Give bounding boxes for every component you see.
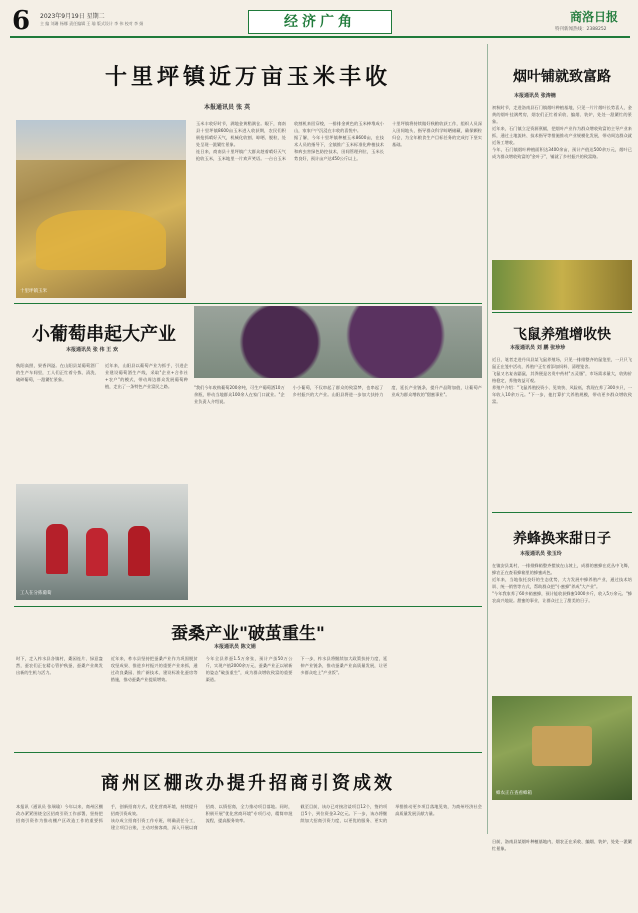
corn-photo-caption: 十里坪镇玉米 bbox=[20, 289, 47, 294]
article-tobacco-para: 初秋时节，走进洛南县石门镇烟叶种植基地，只见一片片烟叶长势喜人，金黄的烟叶挂满烤房，烟农们正忙着采收、编烟、装炉，处处一派繁忙的景象。 bbox=[492, 105, 632, 124]
squirrel-top-rule bbox=[492, 312, 632, 313]
factory-photo bbox=[16, 484, 188, 600]
page-number: 6 bbox=[12, 6, 31, 36]
article-tobacco bbox=[492, 44, 632, 309]
article-corn-para: 玉米丰收好时节，满地金黄稻满仓。眼下，商南县十里坪镇8600亩玉米进入收获期，农民们积极抢抓晴好天气，机械化收割、晾晒、脱粒，处处呈现一派繁忙景象。 bbox=[196, 121, 286, 147]
article-grape-byline: 本报通讯员 张 伟 王 欢 bbox=[66, 347, 118, 353]
hotline: 特刊新闻热线：2388252 bbox=[555, 27, 607, 32]
article-squirrel bbox=[492, 316, 632, 516]
section-label bbox=[248, 10, 392, 34]
footer-caption: 日前，洛南县某烟叶种植基地内，烟农正在采收、编烟、装炉，处处一派繁忙景象。 bbox=[492, 839, 632, 851]
article-squirrel-byline: 本报通讯员 刘 鹏 张珍珍 bbox=[510, 345, 566, 351]
article-shangzhou-para: 本报讯（通讯员 张瑞瑜）今年以来，商州区棚改办紧紧围绕全区招商引资工作部署，坚持把招商引资作为推动棚户区改造工作的重要抓手，创新招商方式，优化营商环境，持续提升招商引资成效。 bbox=[16, 804, 198, 823]
article-silk-para: 时下，走入柞水县各镇村，桑园连片、绿意盎然，蚕农们正在精心管护秋蚕，蚕桑产业焕发出新的生机与活力。 bbox=[16, 656, 103, 675]
corn-photo bbox=[16, 120, 186, 298]
article-grape-para: 秋阳高照，果香四溢。在山阳县某葡萄酒厂的生产车间里，工人们正忙着分拣、清洗、破碎葡萄，一派繁忙景象。 bbox=[16, 363, 99, 382]
article-corn-para: 据了解，今年十里坪镇种植玉米8600亩，在技术人员的指导下，全镇推广玉米标准化种植技术和病虫害绿色防控技术，田间管理到位，玉米长势良好，预计亩产达450公斤以上。 bbox=[294, 135, 384, 161]
article-corn-title: 十里坪镇近万亩玉米丰收 bbox=[104, 65, 391, 90]
article-squirrel-para: 近日，笔者走进丹凤县某飞鼠养殖场，只见一排排整齐的鼠笼里，一只只飞鼠正在笼中活动，养殖户正忙着添加饲料、清理笼舍。 bbox=[492, 357, 632, 369]
article-tobacco-title: 烟叶铺就致富路 bbox=[513, 69, 611, 85]
bees-photo-caption: 蜂农正在查看蜂箱 bbox=[496, 791, 532, 796]
silk-top-rule bbox=[14, 606, 482, 607]
article-bees bbox=[492, 516, 632, 834]
article-grape-para: "我们今年收购葡萄200余吨，可生产葡萄酒10万余瓶，带动当地群众100余人在家门口就业。"企业负责人介绍说。 bbox=[194, 385, 285, 404]
newspaper-logo: 商洛日报 bbox=[570, 10, 619, 24]
article-bees-body bbox=[492, 562, 632, 690]
column-divider bbox=[487, 44, 488, 834]
article-silk-byline: 本报通讯员 陈文娟 bbox=[214, 644, 256, 650]
article-corn-byline: 本报通讯员 张 英 bbox=[204, 104, 251, 111]
article-silk bbox=[14, 609, 482, 749]
article-corn-body bbox=[196, 120, 482, 298]
bees-photo bbox=[492, 696, 632, 800]
section-title: 经济广角 bbox=[284, 14, 356, 30]
article-shangzhou-para: 截至目前，该办已对接洽谈项目12个，签约项目5个，到位资金3.2亿元。下一步，该办将继续加大招商引资力度，以更优的服务、更实的举措推动更多项目落地见效，为商州经济社会高质量发展贡献力量。 bbox=[300, 804, 482, 823]
article-bees-para: 近年来，当地依托良好的生态优势，大力发展中蜂养殖产业，通过技术培训、统一销售等方式，帮助群众把"小蜜蜂"养成"大产业"。 bbox=[492, 577, 632, 589]
article-tobacco-para: 近年来，石门镇立足资源禀赋，把烟叶产业作为群众增收致富的主导产业来抓，通过土地流转、技术指导等措施推动产业规模化发展，带动周边群众就近务工增收。 bbox=[492, 126, 632, 145]
article-grape-body-left bbox=[16, 362, 188, 480]
article-bees-byline: 本报通讯员 张玉玲 bbox=[520, 551, 562, 557]
article-shangzhou-para: 该办成立招商引资工作专班，明确责任分工，建立项目台账，主动对接客商，深入开展以商招商、以情招商，全力推动项目落地。同时，积极开展"优化营商环境"专项行动，精简审批流程，提高服务效率。 bbox=[110, 804, 293, 830]
article-shangzhou-body bbox=[16, 803, 482, 903]
article-silk-para: 今年全县养蚕1.5万余张，预计产茧50万公斤，实现产值2000余万元，蚕桑产业正以崭新的姿态"破茧重生"，成为群众增收致富的重要渠道。 bbox=[205, 656, 293, 682]
issue-date: 2023年9月19日 星期二 bbox=[40, 13, 105, 20]
article-corn-harvest bbox=[14, 42, 482, 297]
article-grape bbox=[14, 306, 482, 606]
article-silk-title: 蚕桑产业"破茧重生" bbox=[171, 624, 325, 644]
article-shangzhou bbox=[14, 755, 482, 905]
article-silk-para: 近年来，柞水县坚持把蚕桑产业作为巩固脱贫攻坚成果、推进乡村振兴的重要产业来抓，通过改良桑园、推广新技术、建设标准化蚕房等措施，推动蚕桑产业提质增效。 bbox=[110, 656, 198, 682]
article-bees-para: 在镇安县某村，一排排蜂箱整齐摆放在山坡上，成群的蜜蜂在花丛中飞舞，蜂农正在查看蜂箱里的蜂蜜成色。 bbox=[492, 563, 632, 575]
article-squirrel-title: 飞鼠养殖增收快 bbox=[513, 327, 611, 343]
grape-photo bbox=[194, 306, 482, 378]
shangzhou-top-rule bbox=[14, 752, 482, 753]
article-bees-title: 养蜂换来甜日子 bbox=[513, 531, 611, 547]
article-tobacco-body bbox=[492, 104, 632, 254]
article-shangzhou-title: 商州区棚改办提升招商引资成效 bbox=[101, 773, 395, 794]
bees-top-rule bbox=[492, 512, 632, 513]
article-grape-para: 近年来，山阳县以葡萄产业为抓手，引进企业建设葡萄酒生产线，采取"企业+合作社+农户"的模式，带动周边群众发展葡萄种植，走出了一条特色产业富民之路。 bbox=[105, 363, 188, 389]
editor-line: 主 编 刘珊 杨娜 责任编辑 王 瑜 版式设计 李 伟 校对 李 娟 bbox=[40, 21, 144, 26]
article-tobacco-byline: 本报通讯员 张涛楠 bbox=[514, 93, 556, 99]
article-grape-para: 小小葡萄，不仅串起了群众的致富梦，也串起了乡村振兴的大产业。山阳县将进一步加大扶持力度，延长产业链条，提升产品附加值，让葡萄产业成为群众增收的"甜蜜事业"。 bbox=[292, 385, 482, 397]
article-grape-body-right bbox=[194, 384, 482, 584]
article-squirrel-para: 养殖户介绍："飞鼠养殖投资小、见效快、风险低，我现在养了300多只，一年收入10余万元。"下一步，他打算扩大养殖规模，带动更多群众增收致富。 bbox=[492, 385, 632, 404]
article-silk-body bbox=[16, 655, 482, 749]
article-grape-title: 小葡萄串起大产业 bbox=[32, 324, 176, 345]
factory-photo-caption: 工人在分拣葡萄 bbox=[20, 591, 52, 596]
grape-top-rule bbox=[14, 303, 482, 304]
article-squirrel-body bbox=[492, 356, 632, 516]
article-bees-para: "今年我家养了60多箱蜜蜂，预计能收获蜂蜜1000多斤，收入5万余元。"蜂农高兴地说。甜蜜的事业，让群众过上了甜美的日子。 bbox=[492, 591, 632, 603]
page-header bbox=[10, 8, 630, 36]
article-silk-para: 下一步，柞水县将继续加大政策扶持力度，延伸产业链条，推动蚕桑产业高质量发展，让更多群众吃上"产业饭"。 bbox=[300, 656, 388, 675]
article-corn-para: 连日来，商南县十里坪镇广大群众趁着晴好天气抢收玉米，玉米地里一片欢声笑语。一台台玉米收割机来回穿梭，一排排金黄色的玉米棒堆成小山，家家户户沉浸在丰收的喜悦中。 bbox=[196, 121, 384, 161]
article-squirrel-para: 飞鼠又名复齿鼯鼠，其粪便是名贵中药材"五灵脂"，市场需求量大，收购价格稳定，养殖效益可观。 bbox=[492, 371, 632, 383]
header-rule bbox=[10, 36, 630, 38]
tobacco-photo bbox=[492, 260, 632, 310]
article-corn-para: 十里坪镇将持续做好秋粮收获工作，组织人员深入田间地头，指导群众科学晾晒储藏，确保颗粒归仓，为全年粮食生产目标任务的完成打下坚实基础。 bbox=[392, 121, 482, 147]
article-tobacco-para: 今年，石门镇烟叶种植面积达3400余亩，预计产值达500余万元，烟叶已成为群众增收致富的"金叶子"，铺就了乡村振兴的致富路。 bbox=[492, 147, 632, 159]
